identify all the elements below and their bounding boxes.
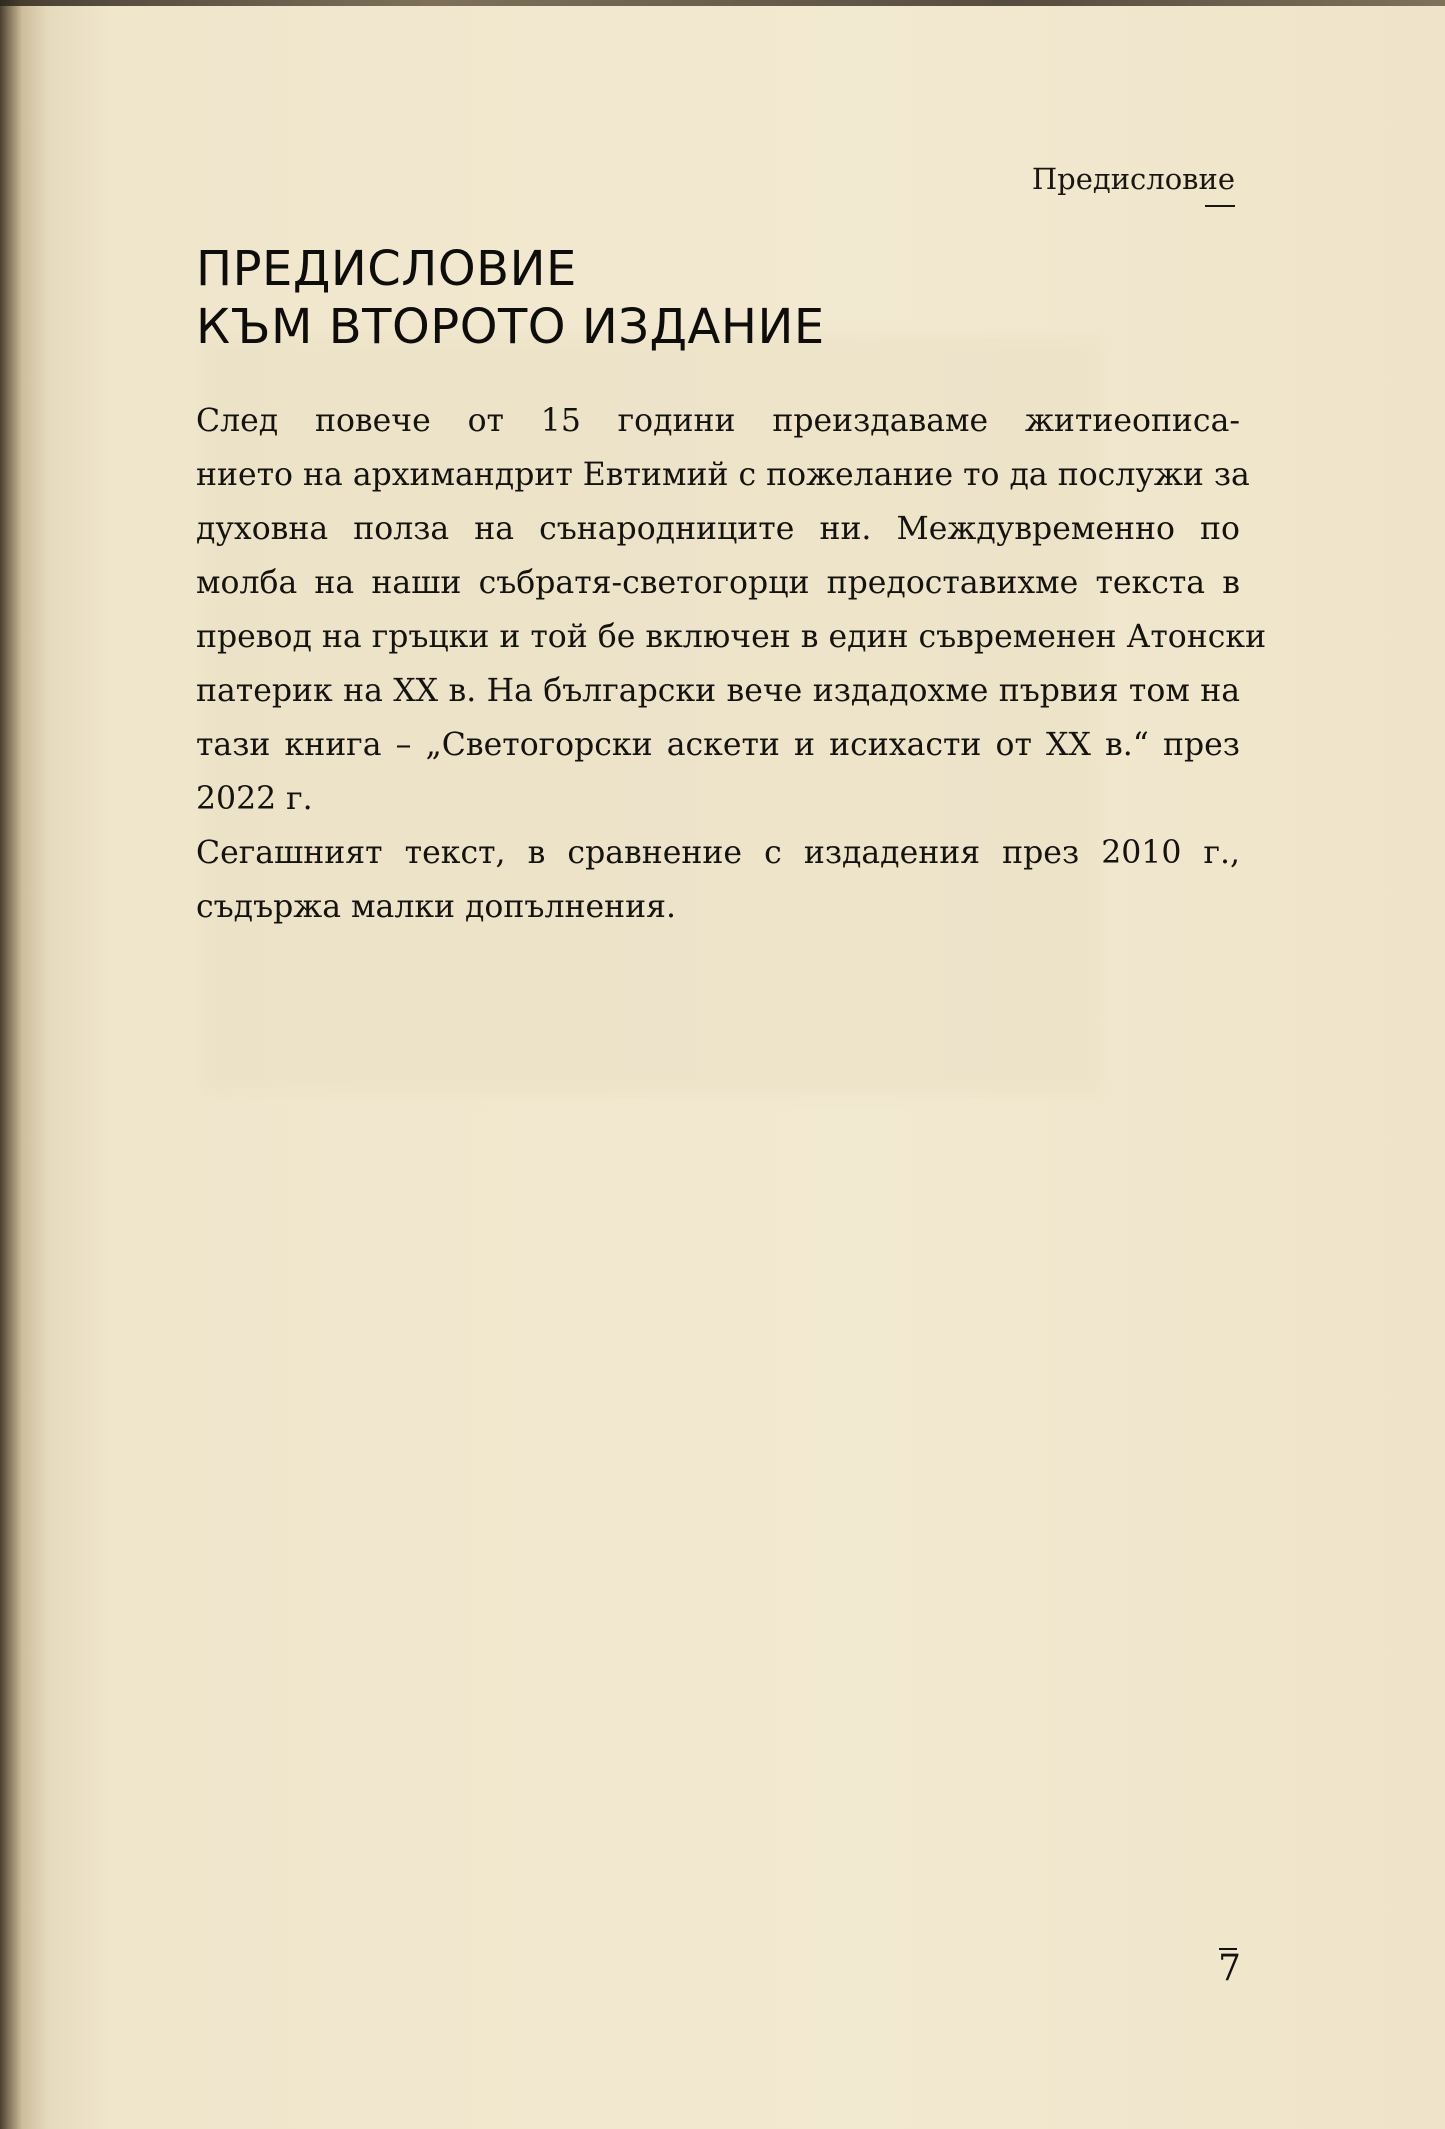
paragraph-2 bbox=[196, 826, 1240, 934]
text-line: След повече от 15 години преиздаваме житиеописа- bbox=[196, 403, 1240, 439]
text-line: съдържа малки допълнения. bbox=[196, 889, 676, 925]
text-line: тази книга – „Светогорски аскети и исихасти от XX в.“ през bbox=[196, 727, 1240, 763]
text-line: нието на архимандрит Евтимий с пожелание то да послужи за bbox=[196, 457, 1250, 493]
running-head: Предисловие bbox=[1031, 162, 1235, 196]
chapter-title-line-2: КЪМ ВТОРОТО ИЗДАНИЕ bbox=[196, 299, 825, 355]
paragraph-1 bbox=[196, 394, 1267, 826]
text-line: 2022 г. bbox=[196, 781, 313, 817]
text-line: патерик на XX в. На български вече издадохме първия том на bbox=[196, 673, 1240, 709]
page-top-edge bbox=[0, 0, 1445, 6]
body-text bbox=[196, 394, 1267, 934]
chapter-title bbox=[196, 240, 1196, 356]
running-head-rule bbox=[1205, 205, 1235, 207]
text-line: молба на наши събратя-светогорци предоставихме текста в bbox=[196, 565, 1240, 601]
text-line: духовна полза на сънародниците ни. Междувременно по bbox=[196, 511, 1240, 547]
chapter-title-line-1: ПРЕДИСЛОВИЕ bbox=[196, 241, 577, 297]
page-number: 7 bbox=[1218, 1948, 1241, 1989]
text-line: Сегашният текст, в сравнение с издадения през 2010 г., bbox=[196, 835, 1240, 871]
text-line: превод на гръцки и той бе включен в един съвременен Атонски bbox=[196, 619, 1267, 655]
